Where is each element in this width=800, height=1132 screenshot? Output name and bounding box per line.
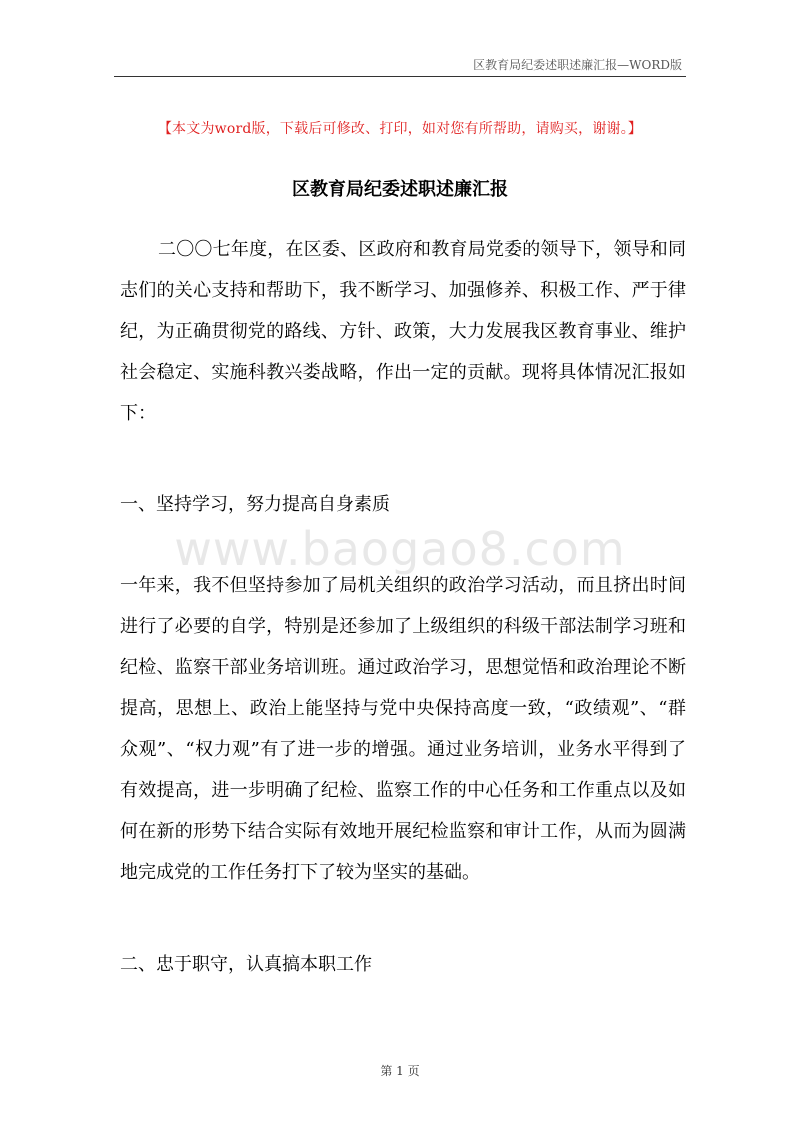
header-divider: [114, 76, 686, 77]
intro-paragraph: 二〇〇七年度，在区委、区政府和教育局党委的领导下，领导和同志们的关心支持和帮助下，我不断学习、加强修养、积极工作、严于律纪，为正确贯彻党的路线、方针、政策，大力发展我区教育事业、维护社会稳定、实施科教兴娄战略，作出一定的贡献。现将具体情况汇报如下：: [120, 239, 686, 424]
section-2-heading: 二、忠于职守，认真搞本职工作: [120, 954, 372, 975]
section-1-paragraph: 一年来，我不但坚持参加了局机关组织的政治学习活动，而且挤出时间进行了必要的自学，特别是还参加了上级组织的科级干部法制学习班和纪检、监察干部业务培训班。通过政治学习，思想觉悟和政治理论不断提高，思想上、政治上能坚持与党中央保持高度一致，“政绩观”、“群众观”、“权力观”有了进一步的增强。通过业务培训，业务水平得到了有效提高，进一步明确了纪检、监察工作的中心任务和工作重点以及如何在新的形势下结合实际有效地开展纪检监察和审计工作，从而为圆满地完成党的工作任务打下了较为坚实的基础。: [120, 575, 686, 883]
section-1-heading: 一、坚持学习，努力提高自身素质: [120, 494, 390, 515]
purchase-notice: 【本文为word版，下载后可修改、打印，如对您有所帮助，请购买，谢谢。】: [157, 121, 643, 137]
running-header: 区教育局纪委述职述廉汇报—WORD版: [473, 58, 682, 72]
document-title: 区教育局纪委述职述廉汇报: [292, 179, 508, 200]
page-number: 第 1 页: [380, 1064, 420, 1078]
watermark-text: www.baogao8.com: [174, 522, 626, 576]
